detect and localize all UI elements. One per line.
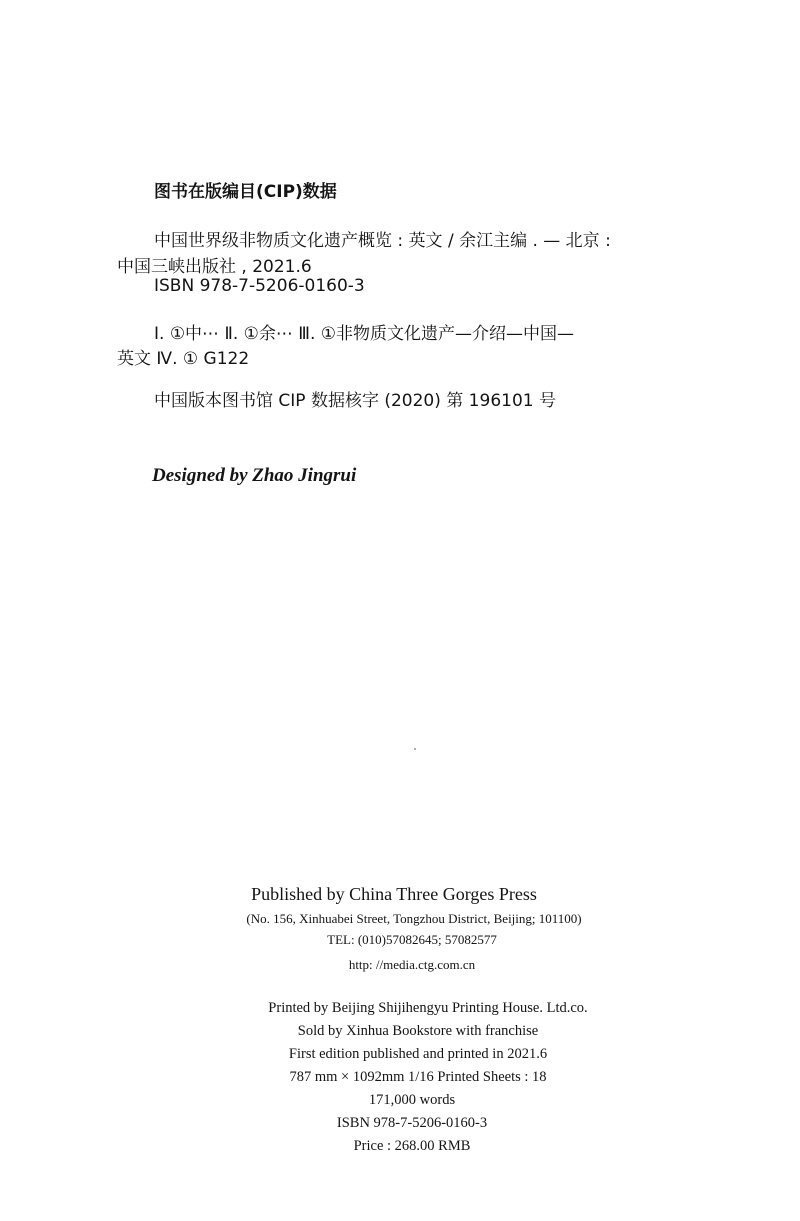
format-info: 787 mm × 1092mm 1/16 Printed Sheets : 18	[289, 1069, 547, 1085]
distribution-info: Sold by Xinhua Bookstore with franchise	[297, 1023, 539, 1039]
cip-classification-line-continued: 英文 Ⅳ. ① G122	[117, 349, 250, 369]
cip-publisher-line: 中国三峡出版社 , 2021.6	[117, 257, 312, 277]
page-speck	[414, 748, 416, 750]
publisher-name: Published by China Three Gorges Press	[251, 884, 537, 904]
cip-classification-line: Ⅰ. ①中⋯ Ⅱ. ①余⋯ Ⅲ. ①非物质文化遗产—介绍—中国—	[154, 324, 575, 344]
cip-title-line: 中国世界级非物质文化遗产概览 : 英文 / 余江主编 . — 北京 :	[154, 231, 611, 251]
publisher-address: (No. 156, Xinhuabei Street, Tongzhou District, Beijing; 101100)	[246, 911, 582, 926]
cip-catalog-number: 中国版本图书馆 CIP 数据核字 (2020) 第 196101 号	[154, 391, 556, 411]
printer-info: Printed by Beijing Shijihengyu Printing House. Ltd.co.	[268, 1000, 588, 1016]
publisher-website: http: //media.ctg.com.cn	[348, 957, 476, 972]
edition-info: First edition published and printed in 2021.6	[288, 1046, 548, 1062]
word-count: 171,000 words	[368, 1092, 456, 1108]
isbn-number: ISBN 978-7-5206-0160-3	[336, 1115, 488, 1131]
price-info: Price : 268.00 RMB	[353, 1138, 471, 1154]
cip-isbn-line: ISBN 978-7-5206-0160-3	[154, 276, 365, 296]
cip-heading: 图书在版编目(CIP)数据	[154, 182, 337, 202]
designer-credit: Designed by Zhao Jingrui	[152, 465, 357, 486]
publisher-telephone: TEL: (010)57082645; 57082577	[327, 932, 497, 947]
